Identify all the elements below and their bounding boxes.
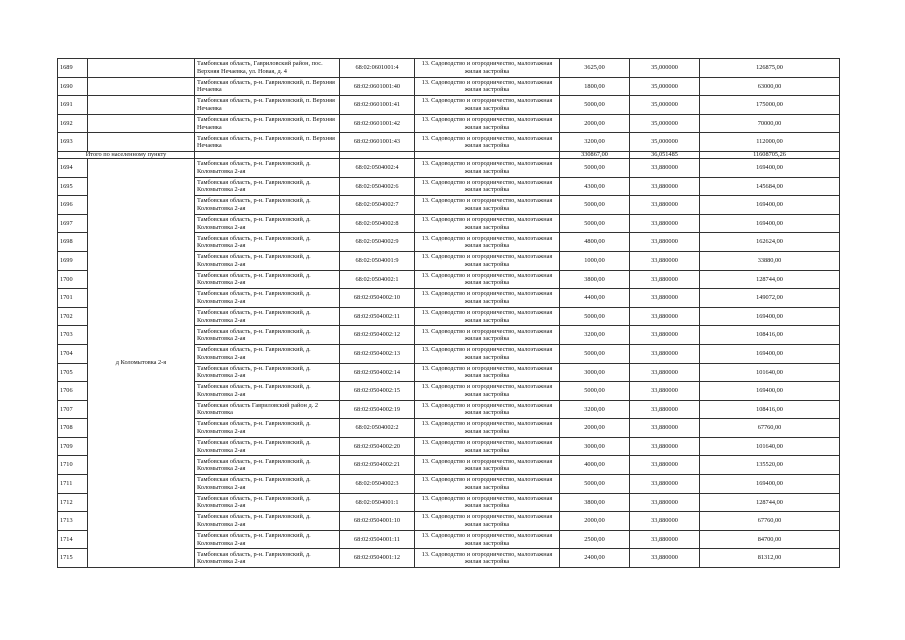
address-cell: Тамбовская область, р-н. Гавриловский, д. Коломытовка 2-ая <box>195 289 340 308</box>
row-number: 1691 <box>58 96 88 115</box>
address-cell: Тамбовская область, р-н. Гавриловский, п. Верхняя Нечаевка <box>195 114 340 133</box>
area-cell: 2000,00 <box>560 114 630 133</box>
unit-value-cell: 35,000000 <box>630 133 700 152</box>
row-number: 1696 <box>58 196 88 215</box>
total-unit-value: 36,051485 <box>630 151 700 158</box>
unit-value-cell: 33,880000 <box>630 512 700 531</box>
cadastral-value-cell: 70000,00 <box>700 114 840 133</box>
row-number: 1713 <box>58 512 88 531</box>
unit-value-cell: 33,880000 <box>630 233 700 252</box>
cadastral-value-cell: 112000,00 <box>700 133 840 152</box>
total-area: 330867,00 <box>560 151 630 158</box>
area-cell: 5000,00 <box>560 214 630 233</box>
address-cell: Тамбовская область, р-н. Гавриловский, д. Коломытовка 2-ая <box>195 493 340 512</box>
total-empty-cell <box>195 151 340 158</box>
row-number: 1694 <box>58 158 88 177</box>
land-use-cell: 13. Садоводство и огородничество, малоэтажная жилая застройка <box>415 326 560 345</box>
address-cell: Тамбовская область, р-н. Гавриловский, д. Коломытовка 2-ая <box>195 158 340 177</box>
land-use-cell: 13. Садоводство и огородничество, малоэтажная жилая застройка <box>415 233 560 252</box>
land-use-cell: 13. Садоводство и огородничество, малоэтажная жилая застройка <box>415 196 560 215</box>
area-cell: 5000,00 <box>560 307 630 326</box>
cadastral-value-cell: 135520,00 <box>700 456 840 475</box>
cadastral-number-cell: 68:02:0601001:43 <box>340 133 415 152</box>
unit-value-cell: 35,000000 <box>630 114 700 133</box>
area-cell: 4800,00 <box>560 233 630 252</box>
address-cell: Тамбовская область, р-н. Гавриловский, д. Коломытовка 2-ая <box>195 326 340 345</box>
cadastral-number-cell: 68:02:0504002:6 <box>340 177 415 196</box>
address-cell: Тамбовская область, Гавриловский район, пос. Верхняя Нечаевка, ул. Новая, д. 4 <box>195 59 340 78</box>
cadastral-number-cell: 68:02:0601001:42 <box>340 114 415 133</box>
unit-value-cell: 33,880000 <box>630 177 700 196</box>
land-use-cell: 13. Садоводство и огородничество, малоэтажная жилая застройка <box>415 456 560 475</box>
cadastral-number-cell: 68:02:0504002:3 <box>340 475 415 494</box>
land-use-cell: 13. Садоводство и огородничество, малоэтажная жилая застройка <box>415 214 560 233</box>
total-cadastral-value: 11608705,26 <box>700 151 840 158</box>
total-empty-cell <box>415 151 560 158</box>
area-cell: 1000,00 <box>560 251 630 270</box>
address-cell: Тамбовская область, р-н. Гавриловский, д. Коломытовка 2-ая <box>195 214 340 233</box>
area-cell: 3200,00 <box>560 326 630 345</box>
land-use-cell: 13. Садоводство и огородничество, малоэтажная жилая застройка <box>415 96 560 115</box>
area-cell: 5000,00 <box>560 475 630 494</box>
address-cell: Тамбовская область, р-н. Гавриловский, д. Коломытовка 2-ая <box>195 382 340 401</box>
unit-value-cell: 35,000000 <box>630 77 700 96</box>
area-cell: 5000,00 <box>560 382 630 401</box>
unit-value-cell: 33,880000 <box>630 214 700 233</box>
land-use-cell: 13. Садоводство и огородничество, малоэтажная жилая застройка <box>415 363 560 382</box>
cadastral-number-cell: 68:02:0504002:1 <box>340 270 415 289</box>
cadastral-value-cell: 67760,00 <box>700 512 840 531</box>
cadastral-number-cell: 68:02:0504002:11 <box>340 307 415 326</box>
address-cell: Тамбовская область, р-н. Гавриловский, д. Коломытовка 2-ая <box>195 530 340 549</box>
cadastral-value-table <box>57 58 840 568</box>
cadastral-number-cell: 68:02:0504002:4 <box>340 158 415 177</box>
unit-value-cell: 33,880000 <box>630 437 700 456</box>
cadastral-number-cell: 68:02:0601001:4 <box>340 59 415 78</box>
area-cell: 3800,00 <box>560 493 630 512</box>
row-number: 1689 <box>58 59 88 78</box>
cadastral-number-cell: 68:02:0504002:2 <box>340 419 415 438</box>
settlement-cell <box>88 133 195 152</box>
table-row <box>58 114 840 133</box>
row-number: 1715 <box>58 549 88 568</box>
unit-value-cell: 33,880000 <box>630 456 700 475</box>
cadastral-number-cell: 68:02:0601001:41 <box>340 96 415 115</box>
cadastral-value-cell: 101640,00 <box>700 437 840 456</box>
land-use-cell: 13. Садоводство и огородничество, малоэтажная жилая застройка <box>415 77 560 96</box>
total-label: Итого по населенному пункту <box>58 151 195 158</box>
land-use-cell: 13. Садоводство и огородничество, малоэтажная жилая застройка <box>415 289 560 308</box>
row-number: 1706 <box>58 382 88 401</box>
address-cell: Тамбовская область, р-н. Гавриловский, д. Коломытовка 2-ая <box>195 363 340 382</box>
row-number: 1709 <box>58 437 88 456</box>
cadastral-number-cell: 68:02:0504001:10 <box>340 512 415 531</box>
cadastral-number-cell: 68:02:0504001:11 <box>340 530 415 549</box>
cadastral-value-cell: 145684,00 <box>700 177 840 196</box>
cadastral-value-cell: 169400,00 <box>700 307 840 326</box>
cadastral-value-cell: 169400,00 <box>700 196 840 215</box>
area-cell: 2000,00 <box>560 419 630 438</box>
unit-value-cell: 33,880000 <box>630 549 700 568</box>
table-row <box>58 158 840 177</box>
unit-value-cell: 33,880000 <box>630 251 700 270</box>
address-cell: Тамбовская область, р-н. Гавриловский, п. Верхняя Нечаевка <box>195 96 340 115</box>
cadastral-value-cell: 149072,00 <box>700 289 840 308</box>
table-row <box>58 96 840 115</box>
cadastral-number-cell: 68:02:0504002:13 <box>340 344 415 363</box>
unit-value-cell: 35,000000 <box>630 59 700 78</box>
area-cell: 3200,00 <box>560 133 630 152</box>
cadastral-value-cell: 101640,00 <box>700 363 840 382</box>
row-number: 1711 <box>58 475 88 494</box>
unit-value-cell: 33,880000 <box>630 400 700 419</box>
unit-value-cell: 33,880000 <box>630 344 700 363</box>
unit-value-cell: 33,880000 <box>630 270 700 289</box>
cadastral-value-cell: 128744,00 <box>700 270 840 289</box>
address-cell: Тамбовская область, р-н. Гавриловский, д. Коломытовка 2-ая <box>195 270 340 289</box>
area-cell: 3000,00 <box>560 363 630 382</box>
area-cell: 5000,00 <box>560 344 630 363</box>
settlement-total-row <box>58 151 840 158</box>
land-use-cell: 13. Садоводство и огородничество, малоэтажная жилая застройка <box>415 400 560 419</box>
cadastral-number-cell: 68:02:0504002:7 <box>340 196 415 215</box>
land-use-cell: 13. Садоводство и огородничество, малоэтажная жилая застройка <box>415 382 560 401</box>
row-number: 1708 <box>58 419 88 438</box>
cadastral-value-cell: 169400,00 <box>700 382 840 401</box>
unit-value-cell: 33,880000 <box>630 419 700 438</box>
cadastral-number-cell: 68:02:0504002:21 <box>340 456 415 475</box>
cadastral-value-cell: 169400,00 <box>700 158 840 177</box>
row-number: 1712 <box>58 493 88 512</box>
land-use-cell: 13. Садоводство и огородничество, малоэтажная жилая застройка <box>415 493 560 512</box>
row-number: 1702 <box>58 307 88 326</box>
cadastral-value-cell: 128744,00 <box>700 493 840 512</box>
settlement-cell <box>88 59 195 78</box>
unit-value-cell: 33,880000 <box>630 307 700 326</box>
area-cell: 3000,00 <box>560 437 630 456</box>
address-cell: Тамбовская область, р-н. Гавриловский, д. Коломытовка 2-ая <box>195 307 340 326</box>
cadastral-value-cell: 126875,00 <box>700 59 840 78</box>
cadastral-value-cell: 63000,00 <box>700 77 840 96</box>
cadastral-number-cell: 68:02:0504001:9 <box>340 251 415 270</box>
row-number: 1692 <box>58 114 88 133</box>
land-use-cell: 13. Садоводство и огородничество, малоэтажная жилая застройка <box>415 158 560 177</box>
cadastral-number-cell: 68:02:0504002:15 <box>340 382 415 401</box>
row-number: 1714 <box>58 530 88 549</box>
cadastral-value-cell: 81312,00 <box>700 549 840 568</box>
address-cell: Тамбовская область, р-н. Гавриловский, д. Коломытовка 2-ая <box>195 177 340 196</box>
cadastral-number-cell: 68:02:0504002:20 <box>340 437 415 456</box>
land-use-cell: 13. Садоводство и огородничество, малоэтажная жилая застройка <box>415 114 560 133</box>
cadastral-value-cell: 67760,00 <box>700 419 840 438</box>
area-cell: 2500,00 <box>560 530 630 549</box>
address-cell: Тамбовская область, р-н. Гавриловский, д. Коломытовка 2-ая <box>195 251 340 270</box>
area-cell: 3625,00 <box>560 59 630 78</box>
settlement-cell <box>88 114 195 133</box>
table-row <box>58 59 840 78</box>
address-cell: Тамбовская область, р-н. Гавриловский, д. Коломытовка 2-ая <box>195 475 340 494</box>
address-cell: Тамбовская область, р-н. Гавриловский, д. Коломытовка 2-ая <box>195 437 340 456</box>
table-body <box>58 59 840 568</box>
unit-value-cell: 33,880000 <box>630 158 700 177</box>
total-empty-cell <box>340 151 415 158</box>
land-use-cell: 13. Садоводство и огородничество, малоэтажная жилая застройка <box>415 530 560 549</box>
unit-value-cell: 35,000000 <box>630 96 700 115</box>
land-use-cell: 13. Садоводство и огородничество, малоэтажная жилая застройка <box>415 133 560 152</box>
settlement-cell <box>88 96 195 115</box>
cadastral-value-cell: 162624,00 <box>700 233 840 252</box>
land-use-cell: 13. Садоводство и огородничество, малоэтажная жилая застройка <box>415 344 560 363</box>
cadastral-value-cell: 169400,00 <box>700 475 840 494</box>
area-cell: 2400,00 <box>560 549 630 568</box>
cadastral-number-cell: 68:02:0504002:14 <box>340 363 415 382</box>
land-use-cell: 13. Садоводство и огородничество, малоэтажная жилая застройка <box>415 437 560 456</box>
settlement-cell <box>88 77 195 96</box>
area-cell: 3800,00 <box>560 270 630 289</box>
unit-value-cell: 33,880000 <box>630 289 700 308</box>
cadastral-value-cell: 33880,00 <box>700 251 840 270</box>
row-number: 1710 <box>58 456 88 475</box>
address-cell: Тамбовская область, р-н. Гавриловский, д. Коломытовка 2-ая <box>195 196 340 215</box>
area-cell: 4400,00 <box>560 289 630 308</box>
unit-value-cell: 33,880000 <box>630 475 700 494</box>
unit-value-cell: 33,880000 <box>630 196 700 215</box>
land-use-cell: 13. Садоводство и огородничество, малоэтажная жилая застройка <box>415 419 560 438</box>
row-number: 1697 <box>58 214 88 233</box>
area-cell: 4000,00 <box>560 456 630 475</box>
land-use-cell: 13. Садоводство и огородничество, малоэтажная жилая застройка <box>415 59 560 78</box>
address-cell: Тамбовская область, р-н. Гавриловский, д. Коломытовка 2-ая <box>195 419 340 438</box>
cadastral-value-cell: 175000,00 <box>700 96 840 115</box>
table-row <box>58 133 840 152</box>
unit-value-cell: 33,880000 <box>630 382 700 401</box>
area-cell: 5000,00 <box>560 96 630 115</box>
address-cell: Тамбовская область, р-н. Гавриловский, д. Коломытовка 2-ая <box>195 344 340 363</box>
row-number: 1693 <box>58 133 88 152</box>
row-number: 1707 <box>58 400 88 419</box>
area-cell: 2000,00 <box>560 512 630 531</box>
land-use-cell: 13. Садоводство и огородничество, малоэтажная жилая застройка <box>415 270 560 289</box>
address-cell: Тамбовская область, р-н. Гавриловский, д. Коломытовка 2-ая <box>195 233 340 252</box>
address-cell: Тамбовская область, р-н. Гавриловский, д. Коломытовка 2-ая <box>195 549 340 568</box>
cadastral-number-cell: 68:02:0504002:9 <box>340 233 415 252</box>
row-number: 1695 <box>58 177 88 196</box>
cadastral-number-cell: 68:02:0504002:8 <box>340 214 415 233</box>
land-use-cell: 13. Садоводство и огородничество, малоэтажная жилая застройка <box>415 549 560 568</box>
cadastral-number-cell: 68:02:0504002:10 <box>340 289 415 308</box>
area-cell: 4300,00 <box>560 177 630 196</box>
table-row <box>58 77 840 96</box>
cadastral-value-cell: 84700,00 <box>700 530 840 549</box>
land-use-cell: 13. Садоводство и огородничество, малоэтажная жилая застройка <box>415 177 560 196</box>
unit-value-cell: 33,880000 <box>630 363 700 382</box>
address-cell: Тамбовская область, р-н. Гавриловский, п. Верхняя Нечаевка <box>195 133 340 152</box>
land-use-cell: 13. Садоводство и огородничество, малоэтажная жилая застройка <box>415 251 560 270</box>
area-cell: 3200,00 <box>560 400 630 419</box>
cadastral-value-cell: 169400,00 <box>700 214 840 233</box>
address-cell: Тамбовская область, р-н. Гавриловский, п. Верхняя Нечаевка <box>195 77 340 96</box>
area-cell: 5000,00 <box>560 196 630 215</box>
cadastral-value-cell: 169400,00 <box>700 344 840 363</box>
row-number: 1698 <box>58 233 88 252</box>
row-number: 1699 <box>58 251 88 270</box>
land-use-cell: 13. Садоводство и огородничество, малоэтажная жилая застройка <box>415 512 560 531</box>
address-cell: Тамбовская область Гавриловский район д. 2 Коломытовка <box>195 400 340 419</box>
cadastral-number-cell: 68:02:0504002:12 <box>340 326 415 345</box>
unit-value-cell: 33,880000 <box>630 326 700 345</box>
cadastral-value-cell: 108416,00 <box>700 400 840 419</box>
row-number: 1705 <box>58 363 88 382</box>
row-number: 1701 <box>58 289 88 308</box>
cadastral-number-cell: 68:02:0504002:19 <box>340 400 415 419</box>
cadastral-number-cell: 68:02:0504001:12 <box>340 549 415 568</box>
row-number: 1700 <box>58 270 88 289</box>
row-number: 1704 <box>58 344 88 363</box>
cadastral-number-cell: 68:02:0504001:1 <box>340 493 415 512</box>
unit-value-cell: 33,880000 <box>630 493 700 512</box>
area-cell: 5000,00 <box>560 158 630 177</box>
cadastral-value-cell: 108416,00 <box>700 326 840 345</box>
settlement-name: д Коломытовка 2-я <box>88 158 195 567</box>
address-cell: Тамбовская область, р-н. Гавриловский, д. Коломытовка 2-ая <box>195 512 340 531</box>
cadastral-number-cell: 68:02:0601001:40 <box>340 77 415 96</box>
row-number: 1690 <box>58 77 88 96</box>
address-cell: Тамбовская область, р-н. Гавриловский, д. Коломытовка 2-ая <box>195 456 340 475</box>
unit-value-cell: 33,880000 <box>630 530 700 549</box>
land-use-cell: 13. Садоводство и огородничество, малоэтажная жилая застройка <box>415 475 560 494</box>
row-number: 1703 <box>58 326 88 345</box>
area-cell: 1800,00 <box>560 77 630 96</box>
land-use-cell: 13. Садоводство и огородничество, малоэтажная жилая застройка <box>415 307 560 326</box>
